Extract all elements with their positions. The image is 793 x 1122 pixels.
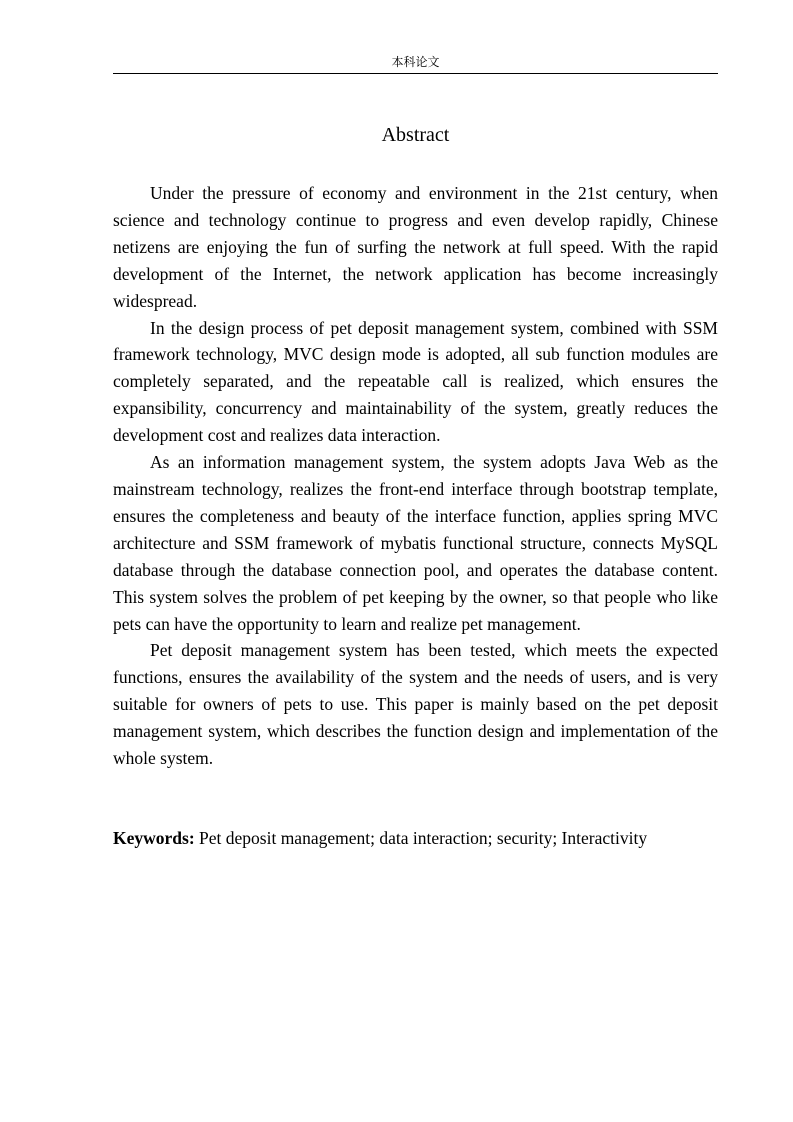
abstract-body	[113, 180, 718, 772]
abstract-paragraph-1: Under the pressure of economy and environment in the 21st century, when science and technology continue to progress and even develop rapidly, Chinese netizens are enjoying the fun of surfing the network at full speed. With the rapid development of the Internet, the network application has become increasingly widespread.	[113, 183, 718, 311]
abstract-paragraph-4: Pet deposit management system has been tested, which meets the expected functions, ensures the availability of the system and the needs of users, and is very suitable for owners of pets to use. This paper is mainly based on the pet deposit management system, which describes the function design and implementation of the whole system.	[113, 640, 718, 769]
keywords-label: Keywords:	[113, 828, 195, 848]
abstract-paragraph-3: As an information management system, the system adopts Java Web as the mainstream technology, realizes the front-end interface through bootstrap template, ensures the completeness and beauty of the interface function, applies spring MVC architecture and SSM framework of mybatis functional structure, connects MySQL database through the database connection pool, and operates the database content. This system solves the problem of pet keeping by the owner, so that people who like pets can have the opportunity to learn and realize pet management.	[113, 452, 718, 634]
header-rule	[113, 73, 718, 74]
keywords-text: Pet deposit management; data interaction; security; Interactivity	[194, 828, 648, 848]
abstract-title: Abstract	[381, 124, 450, 146]
abstract-paragraph-2: In the design process of pet deposit management system, combined with SSM framework technology, MVC design mode is adopted, all sub function modules are completely separated, and the repeatable call is realized, which ensures the expansibility, concurrency and maintainability of the system, greatly reduces the development cost and realizes data interaction.	[113, 317, 718, 446]
keywords-line	[113, 825, 718, 852]
running-header: 本科论文	[391, 55, 440, 69]
